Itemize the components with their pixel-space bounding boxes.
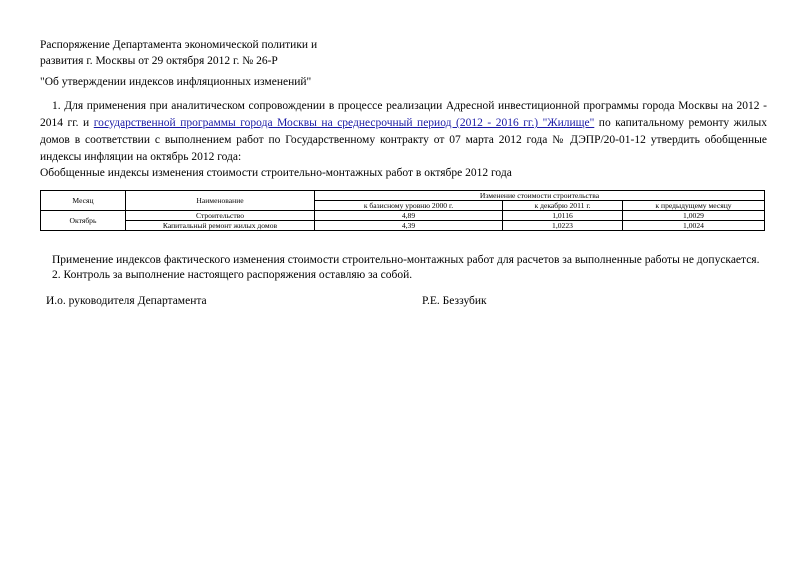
table-row [41,221,765,231]
document-title: "Об утверждении индексов инфляционных изменений" [40,76,312,88]
column-header-month: Месяц [41,191,126,211]
table-cell-dec-2011: 1,0223 [503,221,623,231]
table-header-row [41,191,765,201]
table-cell-base-2000: 4,89 [315,211,503,221]
paragraph-note: Применение индексов фактического изменения стоимости строительно-монтажных работ для расчетов за выполненные работы не допускается. [52,254,760,266]
column-header-base-2000: к базисному уровню 2000 г. [315,201,503,211]
column-header-change: Изменение стоимости строительства [315,191,765,201]
column-header-dec-2011: к декабрю 2011 г. [503,201,623,211]
table-cell-month: Октябрь [41,211,126,231]
table-cell-name: Строительство [126,211,315,221]
signatory-name: Р.Е. Беззубик [422,295,487,307]
paragraph-1 [40,98,767,166]
indices-table [40,190,765,231]
paragraph-1-text-after: по капитальному ремонту жилых домов в соответствии с выполнением работ по Государственному контракту от 07 марта 2012 года № ДЭПР/20-01-12 утвердить обобщенные индексы инфляции на октябрь 2012 года: [40,117,767,163]
table-cell-prev-month: 1,0029 [623,211,765,221]
header-line-2: развития г. Москвы от 29 октября 2012 г. № 26-Р [40,55,278,67]
housing-program-link[interactable]: государственной программы города Москвы на среднесрочный период (2012 - 2016 гг.) "Жилище" [93,117,595,129]
table-caption: Обобщенные индексы изменения стоимости строительно-монтажных работ в октябре 2012 года [40,167,512,179]
table-cell-name: Капитальный ремонт жилых домов [126,221,315,231]
signatory-position: И.о. руководителя Департамента [46,295,207,307]
table-cell-base-2000: 4,39 [315,221,503,231]
header-line-1: Распоряжение Департамента экономической политики и [40,39,318,51]
table-cell-prev-month: 1,0024 [623,221,765,231]
column-header-prev-month: к предыдущему месяцу [623,201,765,211]
paragraph-1-text-before: 1. Для применения при аналитическом сопровождении в процессе реализации Адресной инвестиционной программы города Москвы на 2012 - 2014 гг. и [40,100,767,129]
paragraph-2: 2. Контроль за выполнение настоящего распоряжения оставляю за собой. [52,269,413,281]
table-cell-dec-2011: 1,0116 [503,211,623,221]
column-header-name: Наименование [126,191,315,211]
table-row [41,211,765,221]
